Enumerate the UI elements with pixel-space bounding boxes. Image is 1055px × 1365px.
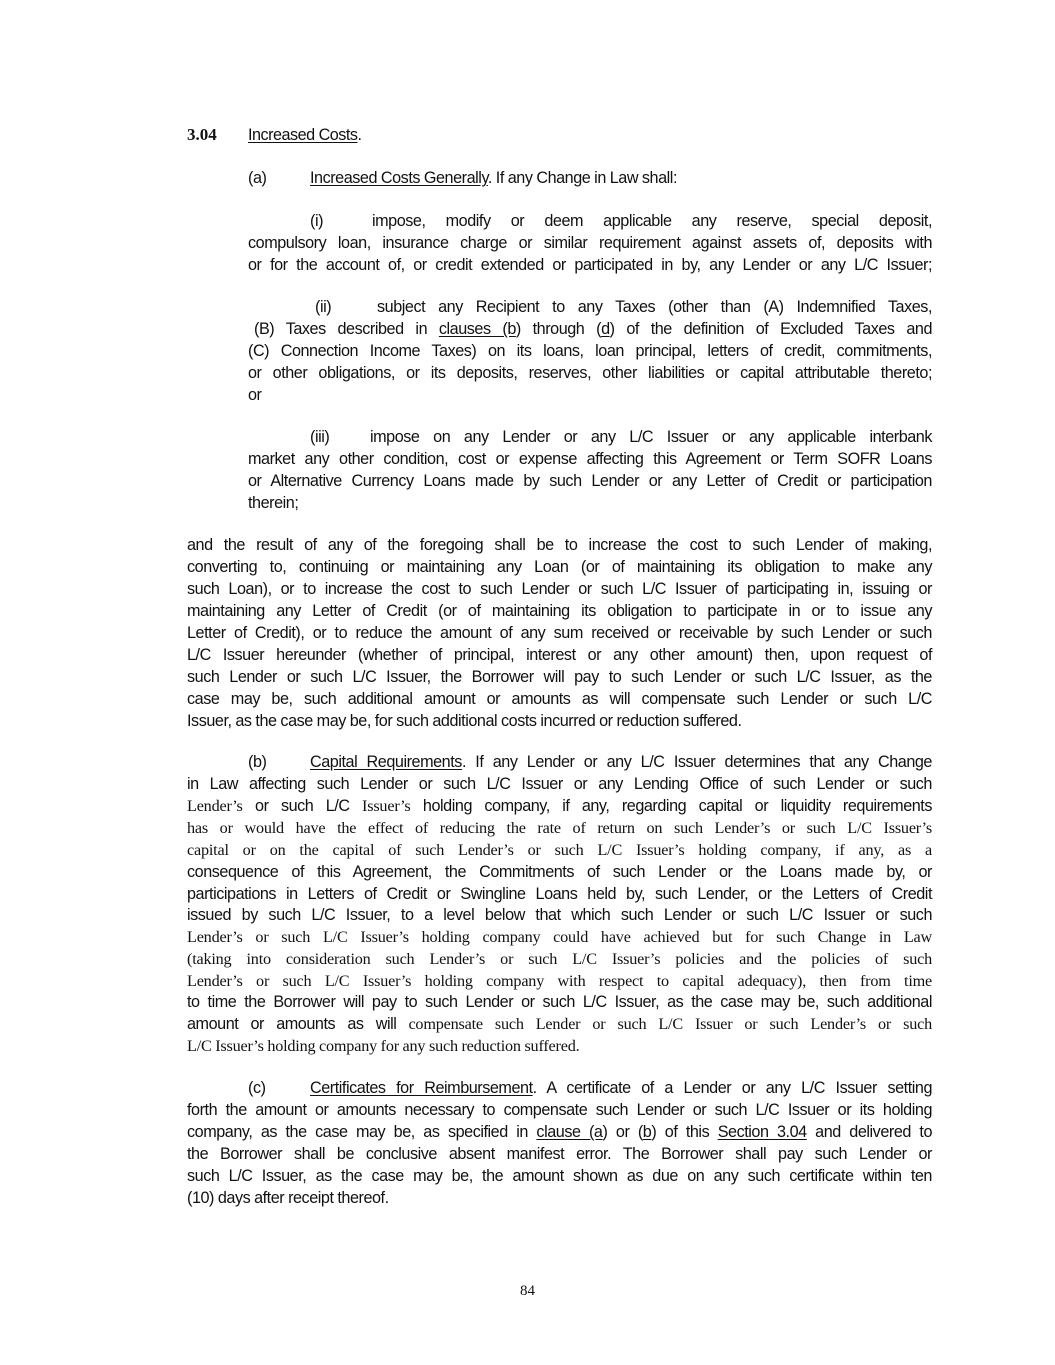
clauses-b-link[interactable]: clauses (b <box>438 320 516 338</box>
clause-iii-line-2: market any other condition, cost or expense affecting this Agreement or Term SOFR Loans <box>248 450 932 468</box>
clause-ii-line-4: or other obligations, or its deposits, reserves, other liabilities or capital attributable thereto; <box>248 364 932 382</box>
subsection-b-line-2: in Law affecting such Lender or such L/C Issuer or any Lending Office of such Lender or such <box>187 775 932 793</box>
subsection-b-line-9: Lender’s or such L/C Issuer’s holding company could have achieved but for such Change in Law <box>187 928 932 946</box>
subsection-b-line-14: L/C Issuer’s holding company for any such reduction suffered. <box>187 1037 580 1055</box>
text-run: ) through ( <box>515 320 602 338</box>
result-line-7: such Lender or such L/C Issuer, the Borrower will pay to such Lender or such L/C Issuer, as the <box>187 668 932 686</box>
subsection-b-line-10: (taking into consideration such Lender’s or such L/C Issuer’s policies and the policies of such <box>187 950 932 968</box>
clause-ii-label: (ii) <box>315 298 332 316</box>
clause-i-text: impose, modify or deem applicable any reserve, special deposit, <box>372 212 932 230</box>
text-run: ) of this <box>651 1123 718 1141</box>
subsection-b-line-7: participations in Letters of Credit or Swingline Loans held by, such Lender, or the Letters of Credit <box>187 885 932 903</box>
text-run: . If any Lender or any L/C Issuer determines that any Change <box>461 753 932 771</box>
subsection-b-line-3 <box>187 795 932 817</box>
clause-iii-text: impose on any Lender or any L/C Issuer or any applicable interbank <box>370 428 932 446</box>
subsection-a-lead: . If any Change in Law shall: <box>487 169 678 187</box>
subsection-b-line-5: capital or on the capital of such Lender’s or such L/C Issuer’s holding company, if any, as a <box>187 841 932 859</box>
subsection-c-line-2: forth the amount or amounts necessary to compensate such Lender or such L/C Issuer or its holding <box>187 1101 932 1119</box>
text-run: Issuer’s <box>362 797 411 815</box>
subsection-b-label: (b) <box>248 753 267 771</box>
text-run: or such L/C <box>242 797 363 815</box>
subsection-c-line-1 <box>187 1077 932 1099</box>
text-run: holding company, if any, regarding capital or liquidity requirements <box>410 797 932 815</box>
section-title <box>248 124 361 146</box>
subsection-b-line-8: issued by such L/C Issuer, to a level below that which such Lender or such L/C Issuer or such <box>187 906 932 924</box>
text-run: . A certificate of a Lender or any L/C Issuer setting <box>532 1079 932 1097</box>
result-line-6: L/C Issuer hereunder (whether of principal, interest or any other amount) then, upon request of <box>187 646 932 664</box>
clause-ii-line-2 <box>254 318 932 340</box>
subsection-b-title: Capital Requirements <box>310 753 462 771</box>
section-title-text: Increased Costs <box>248 126 358 144</box>
clause-i-line-1 <box>248 210 932 232</box>
clause-i-line-2: compulsory loan, insurance charge or similar requirement against assets of, deposits with <box>248 234 932 252</box>
text-run: ) or ( <box>602 1123 643 1141</box>
clause-a-link[interactable]: clause (a <box>536 1123 603 1141</box>
clause-ii-line-5: or <box>248 386 262 404</box>
subsection-b-line-12: to time the Borrower will pay to such Lender or such L/C Issuer, as the case may be, such additional <box>187 993 932 1011</box>
clause-iii-line-3: or Alternative Currency Loans made by such Lender or any Letter of Credit or participation <box>248 472 932 490</box>
section-3-04-link[interactable]: Section 3.04 <box>717 1123 807 1141</box>
subsection-b-line-13 <box>187 1013 932 1035</box>
clause-ii-line-1 <box>248 296 932 318</box>
subsection-a-heading <box>248 167 932 189</box>
subsection-c-label: (c) <box>248 1079 266 1097</box>
clause-ii-text: subject any Recipient to any Taxes (other than (A) Indemnified Taxes, <box>377 298 932 316</box>
text-run: company, as the case may be, as specified in <box>187 1123 537 1141</box>
clause-iii-line-1 <box>248 426 932 448</box>
result-line-1: and the result of any of the foregoing shall be to increase the cost to such Lender of making, <box>187 536 932 554</box>
clause-i-label: (i) <box>310 212 324 230</box>
section-number: 3.04 <box>187 125 217 144</box>
text-run: compensate such Lender or such L/C Issuer or such Lender’s or such <box>396 1015 932 1033</box>
text-run: (B) Taxes described in <box>254 320 439 338</box>
subsection-c-line-6: (10) days after receipt thereof. <box>187 1189 389 1207</box>
subsection-b-line-1 <box>187 751 932 773</box>
clause-i-line-3: or for the account of, or credit extended or participated in by, any Lender or any L/C Issuer; <box>248 256 932 274</box>
clause-d-link[interactable]: d <box>601 320 610 338</box>
result-line-4: maintaining any Letter of Credit (or of maintaining its obligation to participate in or to issue any <box>187 602 932 620</box>
subsection-c-title: Certificates for Reimbursement <box>310 1079 533 1097</box>
clause-ii-line-3: (C) Connection Income Taxes) on its loans, loan principal, letters of credit, commitments, <box>248 342 932 360</box>
subsection-b-line-11: Lender’s or such L/C Issuer’s holding company with respect to capital adequacy), then from time <box>187 972 932 990</box>
result-line-9: Issuer, as the case may be, for such additional costs incurred or reduction suffered. <box>187 712 742 730</box>
result-line-3: such Loan), or to increase the cost to such Lender or such L/C Issuer of participating in, issuing or <box>187 580 932 598</box>
subsection-a-label: (a) <box>248 169 267 187</box>
page-number: 84 <box>520 1283 535 1299</box>
text-run: Lender’s <box>187 797 243 815</box>
clause-iii-label: (iii) <box>310 428 330 446</box>
text-run: and delivered to <box>806 1123 932 1141</box>
subsection-c-line-4: the Borrower shall be conclusive absent manifest error. The Borrower shall pay such Lender or <box>187 1145 932 1163</box>
subsection-a-title: Increased Costs Generally <box>310 169 488 187</box>
result-line-5: Letter of Credit), or to reduce the amount of any sum received or receivable by such Lender or such <box>187 624 932 642</box>
subsection-c-line-3 <box>187 1121 932 1143</box>
text-run: amount or amounts as will <box>187 1015 397 1033</box>
subsection-c-line-5: such L/C Issuer, as the case may be, the amount shown as due on any such certificate within ten <box>187 1167 932 1185</box>
subsection-b-line-6: consequence of this Agreement, the Commitments of such Lender or the Loans made by, or <box>187 863 932 881</box>
section-title-suffix: . <box>357 126 362 144</box>
result-line-8: case may be, such additional amount or amounts as will compensate such Lender or such L/C <box>187 690 932 708</box>
text-run: ) of the definition of Excluded Taxes and <box>609 320 932 338</box>
clause-b-link[interactable]: b <box>642 1123 652 1141</box>
clause-iii-line-4: therein; <box>248 494 299 512</box>
subsection-b-line-4: has or would have the effect of reducing the rate of return on such Lender’s or such L/C Issuer’s <box>187 819 932 837</box>
result-line-2: converting to, continuing or maintaining any Loan (or of maintaining its obligation to make any <box>187 558 932 576</box>
